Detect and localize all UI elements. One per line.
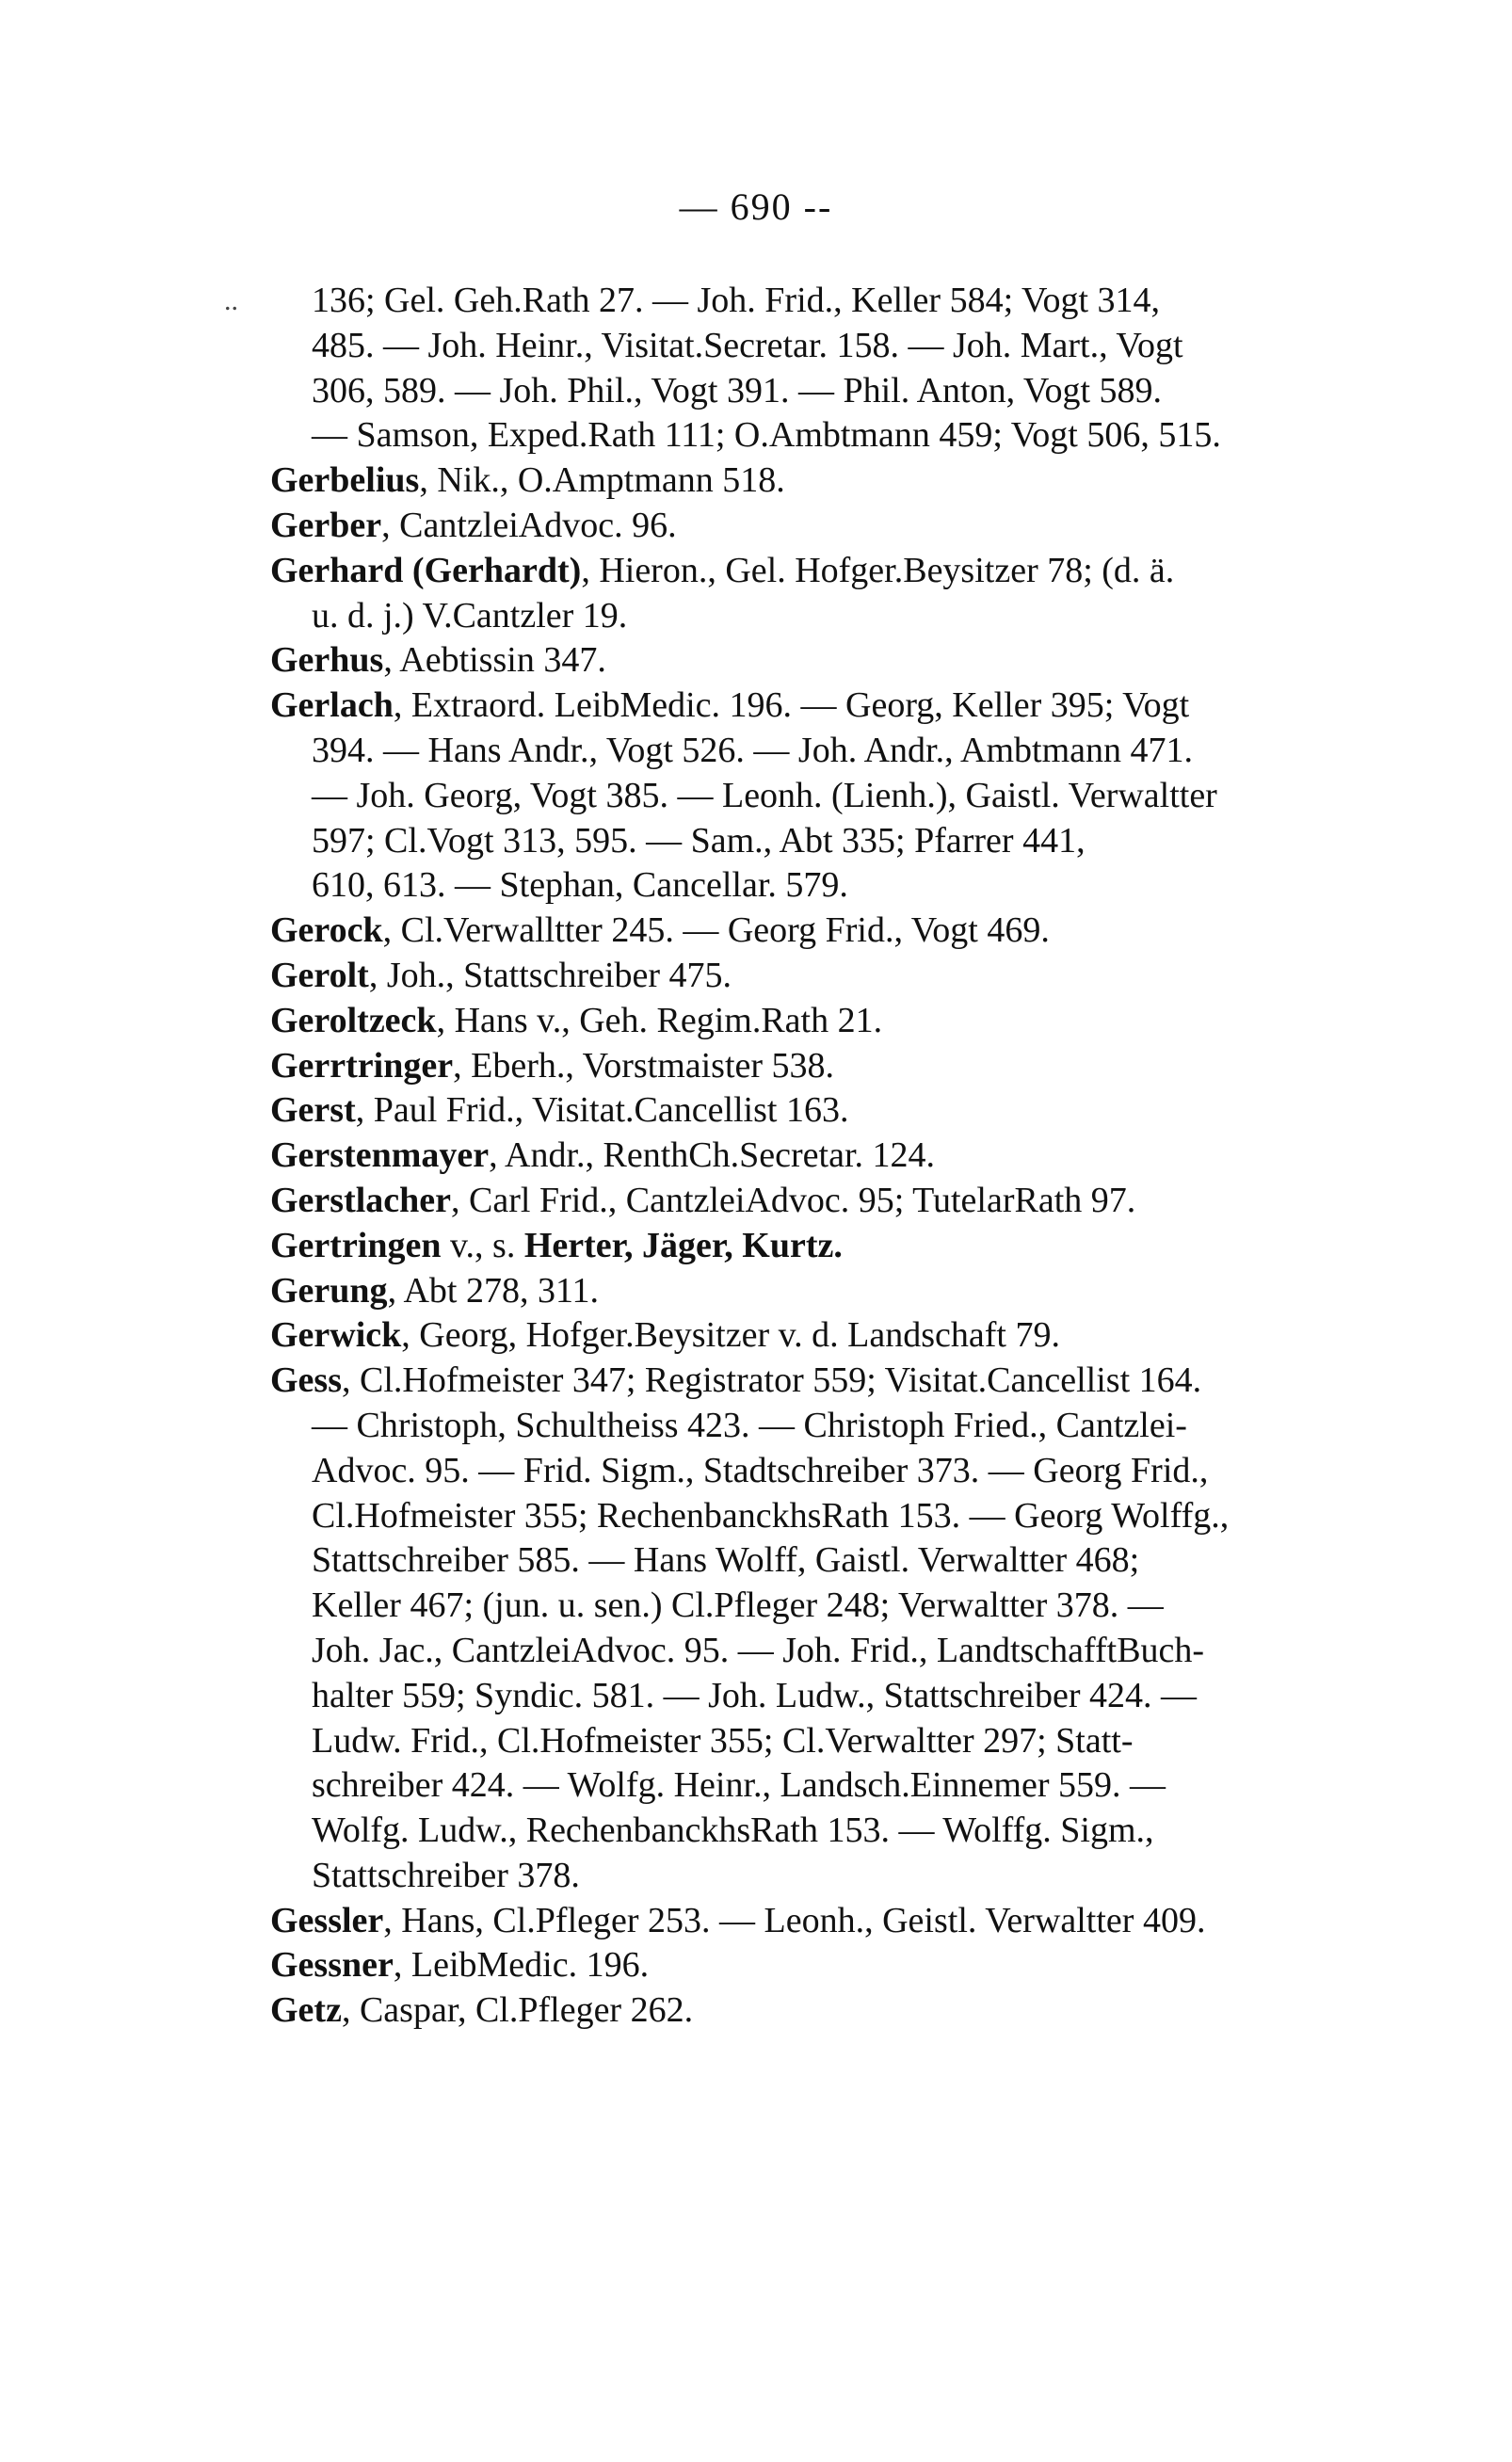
- entry-text: , Andr., RenthCh.Secretar. 124.: [489, 1135, 936, 1176]
- entry-surname: Gerlach: [270, 685, 394, 726]
- index-entry-line: [270, 1313, 1424, 1359]
- entry-text: Ludw. Frid., Cl.Hofmeister 355; Cl.Verwaltter 297; Statt-: [312, 1720, 1134, 1761]
- index-entry-line: [270, 504, 1424, 549]
- entry-text: , Hans, Cl.Pfleger 253. — Leonh., Geistl. Verwaltter 409.: [383, 1900, 1206, 1940]
- entry-text: 610, 613. — Stephan, Cancellar. 579.: [312, 865, 848, 906]
- index-entry-line: [270, 1359, 1424, 1404]
- entry-text: Stattschreiber 585. — Hans Wolff, Gaistl. Verwaltter 468;: [312, 1540, 1140, 1581]
- entry-surname: Gessner: [270, 1945, 394, 1986]
- entry-text: schreiber 424. — Wolfg. Heinr., Landsch.Einnemer 559. —: [312, 1765, 1166, 1806]
- entry-text: 306, 589. — Joh. Phil., Vogt 391. — Phil. Anton, Vogt 589.: [312, 370, 1163, 410]
- entry-text: 136; Gel. Geh.Rath 27. — Joh. Frid., Keller 584; Vogt 314,: [312, 281, 1161, 320]
- index-entry-line: [270, 1044, 1424, 1089]
- entry-surname: Gerhus: [270, 640, 384, 681]
- entry-surname: Gerolt: [270, 955, 369, 995]
- index-entry-line: [270, 549, 1424, 594]
- entry-text: , LeibMedic. 196.: [393, 1945, 650, 1986]
- index-entry-line: [270, 1088, 1424, 1134]
- entry-surname: Getz: [270, 1990, 342, 2031]
- index-entry-line: [270, 1943, 1424, 1988]
- index-continuation-line: [270, 1674, 1424, 1719]
- index-entry-line: [270, 638, 1424, 684]
- entry-surname: Gess: [270, 1360, 342, 1401]
- index-entry-line: [270, 459, 1424, 504]
- index-text-block: [270, 279, 1424, 2034]
- entry-surname: Gerst: [270, 1090, 356, 1131]
- index-entry-line: [270, 1134, 1424, 1179]
- index-continuation-line: [270, 1538, 1424, 1584]
- entry-surname: Gerung: [270, 1270, 388, 1311]
- entry-text: Advoc. 95. — Frid. Sigm., Stadtschreiber 373. — Georg Frid.,: [312, 1450, 1209, 1490]
- entry-surname: Gerstenmayer: [270, 1135, 490, 1176]
- index-continuation-line: [270, 1584, 1424, 1629]
- entry-text: Keller 467; (jun. u. sen.) Cl.Pfleger 248; Verwaltter 378. —: [312, 1585, 1164, 1626]
- entry-text: , Carl Frid., CantzleiAdvoc. 95; TutelarRath 97.: [451, 1180, 1136, 1220]
- entry-text: , Joh., Stattschreiber 475.: [368, 955, 732, 995]
- entry-text: 485. — Joh. Heinr., Visitat.Secretar. 158. — Joh. Mart., Vogt: [312, 325, 1183, 365]
- entry-surname: Gerstlacher: [270, 1180, 452, 1220]
- index-entry-line: [270, 909, 1424, 954]
- entry-text: Cl.Hofmeister 355; RechenbanckhsRath 153. — Georg Wolffg.,: [312, 1495, 1230, 1536]
- index-continuation-line: [270, 324, 1424, 369]
- index-entry-line: [270, 1224, 1424, 1269]
- index-continuation-line: [270, 1719, 1424, 1764]
- entry-text: — Christoph, Schultheiss 423. — Christoph Fried., Cantzlei-: [312, 1405, 1187, 1445]
- index-continuation-line: [270, 413, 1424, 459]
- entry-text: Wolfg. Ludw., RechenbanckhsRath 153. — Wolffg. Sigm.,: [312, 1810, 1154, 1851]
- entry-text: , Paul Frid., Visitat.Cancellist 163.: [355, 1090, 849, 1131]
- entry-text: , Hieron., Gel. Hofger.Beysitzer 78; (d. ä.: [581, 550, 1175, 590]
- index-continuation-line: [270, 1494, 1424, 1539]
- entry-text: halter 559; Syndic. 581. — Joh. Ludw., Stattschreiber 424. —: [312, 1675, 1198, 1715]
- index-entry-line: [270, 684, 1424, 729]
- index-continuation-line: [270, 819, 1424, 864]
- entry-cross-reference: Herter, Jäger, Kurtz.: [523, 1225, 843, 1265]
- index-continuation-line: [270, 279, 1424, 324]
- index-entry-line: [270, 999, 1424, 1044]
- index-continuation-line: [270, 1854, 1424, 1899]
- entry-text: Joh. Jac., CantzleiAdvoc. 95. — Joh. Frid., LandtschafftBuch-: [312, 1630, 1205, 1670]
- entry-text: , Abt 278, 311.: [387, 1270, 600, 1311]
- index-continuation-line: [270, 863, 1424, 909]
- entry-surname: Geroltzeck: [270, 1000, 437, 1040]
- entry-text: , Hans v., Geh. Regim.Rath 21.: [436, 1000, 883, 1040]
- entry-text: 394. — Hans Andr., Vogt 526. — Joh. Andr., Ambtmann 471.: [312, 730, 1193, 770]
- entry-surname: Gessler: [270, 1900, 384, 1940]
- entry-text: , Cl.Hofmeister 347; Registrator 559; Visitat.Cancellist 164.: [342, 1360, 1202, 1401]
- entry-text: , Aebtissin 347.: [383, 640, 606, 681]
- entry-text: 597; Cl.Vogt 313, 595. — Sam., Abt 335; Pfarrer 441,: [312, 820, 1086, 861]
- index-continuation-line: [270, 1449, 1424, 1494]
- index-continuation-line: [270, 1404, 1424, 1449]
- index-entry-line: [270, 1269, 1424, 1314]
- entry-surname: Gerhard (Gerhardt): [270, 550, 582, 590]
- margin-mark: ..: [224, 285, 238, 316]
- page-number: — 690 --: [679, 185, 833, 228]
- index-continuation-line: [270, 1809, 1424, 1854]
- entry-text: , Extraord. LeibMedic. 196. — Georg, Keller 395; Vogt: [393, 685, 1190, 726]
- index-continuation-line: [270, 1763, 1424, 1809]
- index-continuation-line: [270, 369, 1424, 414]
- entry-surname: Gerbelius: [270, 460, 420, 501]
- index-entry-line: [270, 1988, 1424, 2034]
- entry-text: , Nik., O.Amptmann 518.: [419, 460, 785, 501]
- entry-surname: Gerock: [270, 910, 383, 951]
- entry-text: , CantzleiAdvoc. 96.: [381, 505, 677, 545]
- entry-text: u. d. j.) V.Cantzler 19.: [312, 595, 628, 636]
- index-continuation-line: [270, 774, 1424, 819]
- entry-surname: Gertringen: [270, 1225, 442, 1265]
- entry-text: , Cl.Verwalltter 245. — Georg Frid., Vogt 469.: [382, 910, 1050, 951]
- entry-text: , Georg, Hofger.Beysitzer v. d. Landschaft 79.: [401, 1315, 1060, 1356]
- entry-surname: Gerber: [270, 505, 382, 545]
- index-continuation-line: [270, 594, 1424, 639]
- entry-surname: Gerrtringer: [270, 1045, 454, 1086]
- index-continuation-line: [270, 1629, 1424, 1674]
- entry-text: — Samson, Exped.Rath 111; O.Ambtmann 459; Vogt 506, 515.: [312, 415, 1221, 456]
- entry-text: , Caspar, Cl.Pfleger 262.: [341, 1990, 694, 2031]
- index-continuation-line: [270, 729, 1424, 774]
- entry-text: , Eberh., Vorstmaister 538.: [453, 1045, 835, 1086]
- index-entry-line: [270, 1179, 1424, 1224]
- index-entry-line: [270, 954, 1424, 999]
- entry-surname: Gerwick: [270, 1315, 402, 1356]
- entry-text: v., s.: [441, 1225, 524, 1265]
- index-entry-line: [270, 1899, 1424, 1944]
- entry-text: Stattschreiber 378.: [312, 1855, 580, 1895]
- entry-text: — Joh. Georg, Vogt 385. — Leonh. (Lienh.), Gaistl. Verwaltter: [312, 775, 1217, 815]
